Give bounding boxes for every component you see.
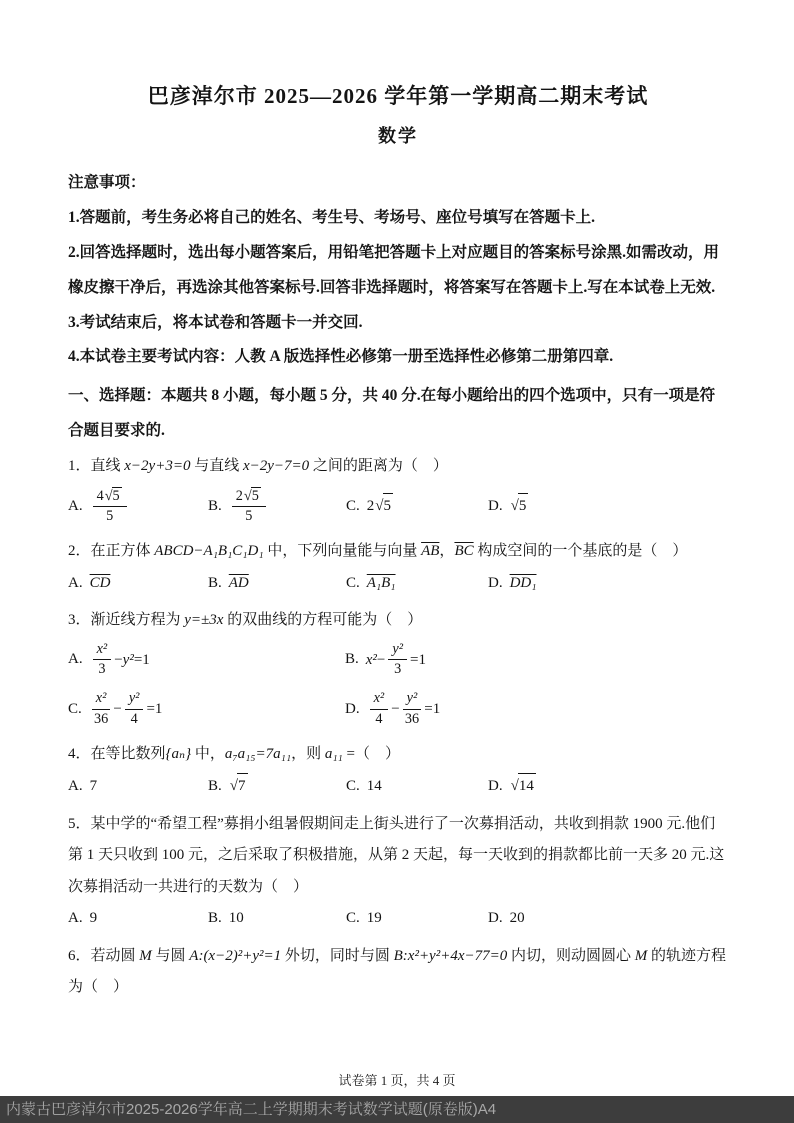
option-content: $\overline{CD}$ [89, 574, 111, 591]
option-a [68, 571, 208, 597]
option-label: A. [68, 777, 83, 794]
question-2 [68, 536, 728, 596]
question-1 [68, 451, 728, 527]
option-b [208, 486, 346, 528]
notice-item: 3.考试结束后，将本试卷和答题卡一并交回. [68, 313, 363, 331]
option-label: C. [68, 700, 82, 717]
option-a [68, 906, 208, 932]
option-content: $\frac{\text{x²}}{3}$ −y²=1 [90, 640, 150, 681]
option-content: $\frac{2√5}{5}$ [229, 486, 269, 528]
option-label: D. [488, 574, 503, 591]
option-label: A. [68, 910, 83, 927]
option-label: C. [346, 910, 360, 927]
option-content: √5 [510, 493, 530, 520]
footer-page-number: 试卷第 1 页，共 4 页 [338, 1073, 456, 1088]
option-label: C. [346, 497, 360, 514]
option-content: 10 [228, 910, 244, 927]
option-c [346, 493, 488, 520]
option-label: D. [488, 497, 503, 514]
page-title: 巴彦淖尔市 2025—2026 学年第一学期高二期末考试 [147, 84, 649, 108]
option-label: B. [208, 910, 222, 927]
option-label: B. [208, 497, 222, 514]
option-a [68, 640, 345, 681]
option-d [488, 773, 608, 800]
option-b [208, 571, 346, 597]
option-d [488, 906, 608, 932]
option-a [68, 774, 208, 800]
question-options [68, 773, 608, 800]
notices-block [68, 166, 728, 375]
question-options [68, 571, 608, 597]
option-b [208, 906, 346, 932]
question-6 [68, 941, 728, 1004]
notice-item: 2.回答选择题时，选出每小题答案后，用铅笔把答题卡上对应题目的答案标号涂黑.如需改动，用橡皮擦干净后，再选涂其他答案标号.回答非选择题时，将答案写在答题卡上.写在本试卷上无效. [68, 243, 720, 296]
option-label: D. [488, 777, 503, 794]
option-content: $\frac{4√5}{5}$ [90, 486, 130, 528]
question-stem: 4．在等比数列{aₙ} 中，a₇a₁₅=7a₁₁，则 a₁₁ =（ ） [68, 745, 400, 762]
option-content: DD₁ [509, 574, 537, 591]
option-b [208, 773, 346, 800]
question-4 [68, 739, 728, 800]
question-stem: 2．在正方体 ABCD−A₁B₁C₁D₁ 中，下列向量能与向量 $\overline{AB}$，$\overline{BC}$ 构成空间的一个基底的是（ ） [68, 543, 688, 560]
question-options [68, 486, 608, 528]
option-c [346, 774, 488, 800]
option-content: 14 [366, 777, 382, 794]
notice-item: 4.本试卷主要考试内容：人教 A 版选择性必修第一册至选择性必修第二册第四章. [68, 348, 614, 366]
option-c [346, 571, 488, 597]
option-content: 20 [509, 910, 525, 927]
question-stem: 1．直线 x−2y+3=0 与直线 x−2y−7=0 之间的距离为（ ） [68, 458, 448, 474]
option-label: D. [345, 700, 360, 717]
option-label: B. [208, 574, 222, 591]
notice-item: 1.答题前，考生务必将自己的姓名、考生号、考场号、座位号填写在答题卡上. [68, 208, 596, 226]
section-heading: 一、选择题：本题共 8 小题，每小题 5 分，共 40 分.在每小题给出的四个选项中，只有一项是符合题目要求的. [68, 387, 716, 440]
option-content: $\frac{\text{x²}}{36}$ − $\frac{\text{y²}}{4}$ =1 [89, 689, 163, 730]
option-content: x²− $\frac{\text{y²}}{3}$ =1 [365, 640, 426, 678]
question-5 [68, 809, 728, 932]
option-label: A. [68, 651, 83, 668]
question-stem: 5．某中学的“希望工程”募捐小组暑假期间走上街头进行了一次募捐活动，共收到捐款 1900 元.他们第 1 天只收到 100 元，之后采取了积极措施，从第 2 天起，每一天收到的捐款都比前一天多 20 元.这次募捐活动一共进行的天数为（ ） [68, 815, 725, 895]
question-options [68, 640, 688, 730]
question-3 [68, 605, 728, 730]
option-label: B. [208, 777, 222, 794]
option-d [488, 571, 608, 597]
option-label: C. [346, 574, 360, 591]
question-options [68, 906, 608, 932]
option-c [346, 906, 488, 932]
option-content: 19 [366, 910, 382, 927]
option-b [345, 640, 688, 681]
option-content: A₁B₁ [366, 574, 396, 591]
option-content: 2√5 [367, 493, 394, 520]
option-content: $\frac{\text{x²}}{4}$ − $\frac{\text{y²}}{36}$ =1 [367, 689, 441, 730]
option-content: √7 [229, 773, 249, 800]
notices-heading: 注意事项： [68, 174, 146, 191]
option-label: A. [68, 574, 83, 591]
option-label: A. [68, 497, 83, 514]
option-d [488, 493, 608, 520]
question-stem: 6．若动圆 M 与圆 A:(x−2)²+y²=1 外切，同时与圆 B:x²+y²+4x−77=0 内切，则动圆圆心 M 的轨迹方程为（ ） [68, 947, 727, 996]
option-a [68, 486, 208, 528]
subject-title: 数学 [378, 126, 418, 146]
option-c [68, 689, 345, 730]
option-content: 9 [89, 910, 98, 927]
question-stem: 3．渐近线方程为 y=±3x 的双曲线的方程可能为（ ） [68, 612, 423, 629]
watermark-bar: 内蒙古巴彦淖尔市2025-2026学年高二上学期期末考试数学试题(原卷版)A4 [0, 1096, 794, 1123]
option-d [345, 689, 688, 730]
option-content: 7 [89, 777, 98, 794]
option-label: C. [346, 777, 360, 794]
option-label: B. [345, 651, 359, 668]
option-label: D. [488, 910, 503, 927]
option-content: √14 [510, 773, 537, 800]
option-content: $\overline{AD}$ [228, 574, 249, 591]
